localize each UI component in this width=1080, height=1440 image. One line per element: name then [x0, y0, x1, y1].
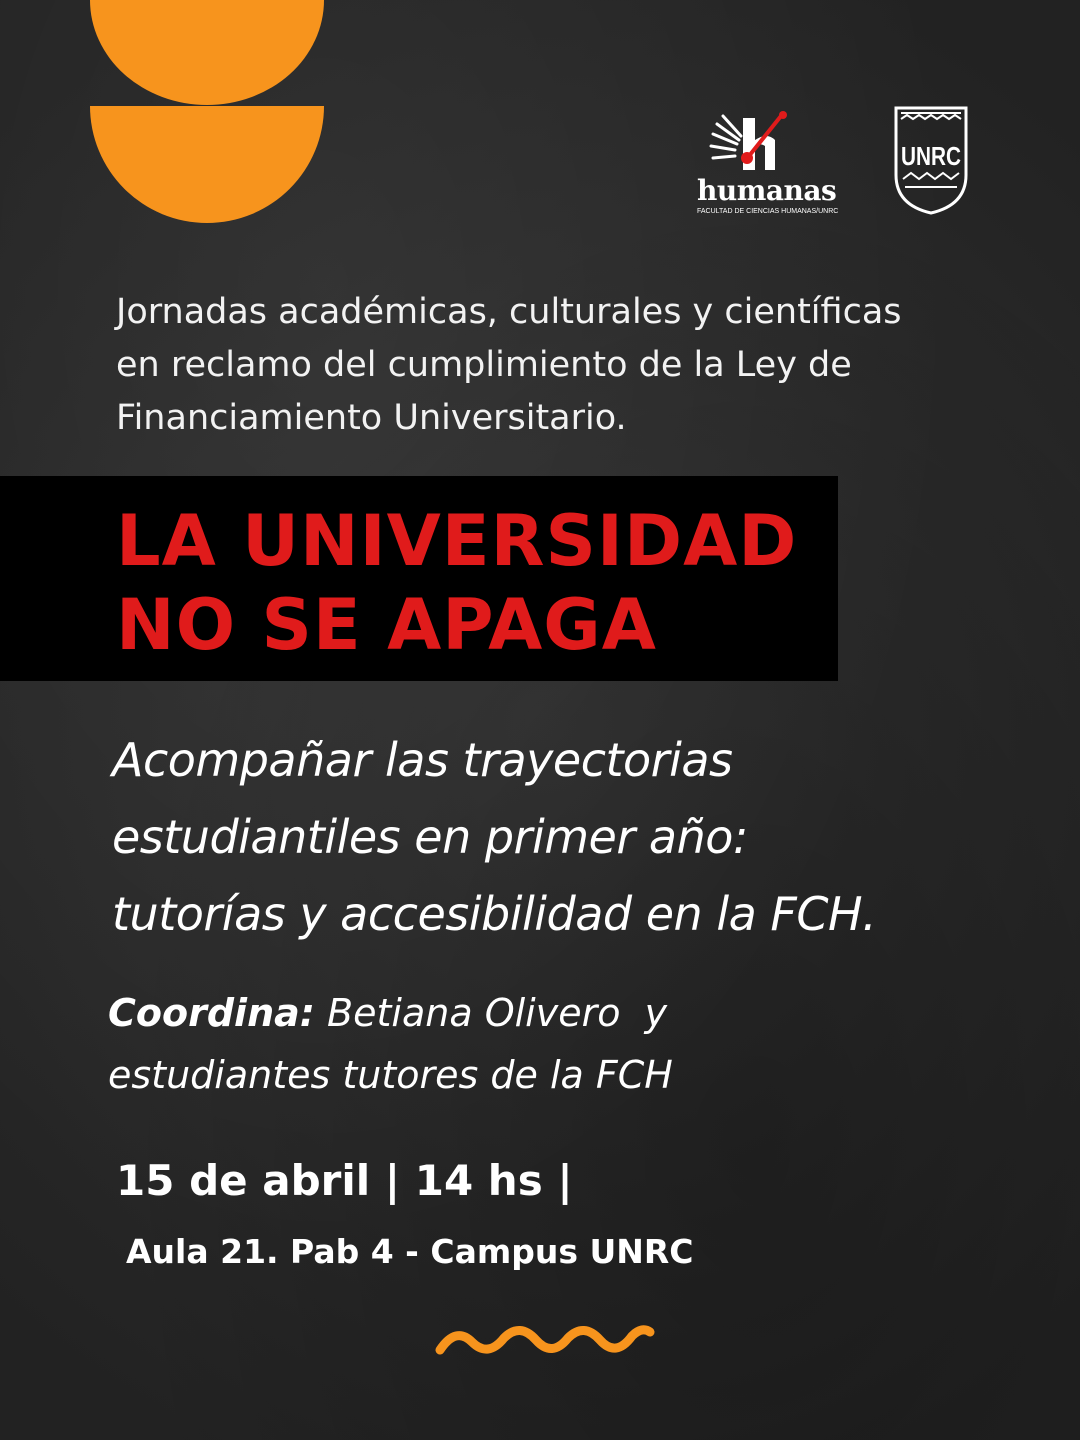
unrc-logo: [893, 105, 969, 215]
humanas-wordmark: humanas: [697, 174, 837, 207]
coordinators-names: Betiana Olivero y: [314, 991, 668, 1035]
event-title-line-3: tutorías y accesibilidad en la FCH.: [112, 887, 877, 941]
event-title: [112, 722, 1012, 953]
decorative-wave: [432, 1320, 656, 1360]
unrc-wordmark: UNRC: [901, 141, 962, 171]
intro-line-2: en reclamo del cumplimiento de la Ley de: [116, 345, 852, 385]
humanas-emblem-icon: [709, 110, 789, 180]
decorative-semicircles: [90, 0, 324, 224]
coordinators-line-1: [108, 982, 868, 1044]
event-title-line-2: estudiantiles en primer año:: [112, 810, 748, 864]
intro-line-1: Jornadas académicas, culturales y científicas: [116, 292, 902, 332]
headline-line-1: LA UNIVERSIDAD: [116, 500, 798, 582]
intro-line-3: Financiamiento Universitario.: [116, 398, 627, 438]
coordinators: [108, 982, 868, 1106]
coordinators-label: Coordina:: [108, 991, 315, 1035]
event-place: Aula 21. Pab 4 - Campus UNRC: [126, 1232, 694, 1271]
coordinators-line-2: estudiantes tutores de la FCH: [108, 1053, 673, 1097]
headline: [116, 499, 836, 667]
event-date-time: 15 de abril | 14 hs |: [116, 1156, 573, 1205]
event-title-line-1: Acompañar las trayectorias: [112, 733, 733, 787]
humanas-logo: [695, 110, 845, 220]
headline-line-2: NO SE APAGA: [116, 584, 657, 666]
humanas-subtitle: FACULTAD DE CIENCIAS HUMANAS/UNRC: [697, 208, 839, 215]
intro-text: [116, 286, 996, 445]
